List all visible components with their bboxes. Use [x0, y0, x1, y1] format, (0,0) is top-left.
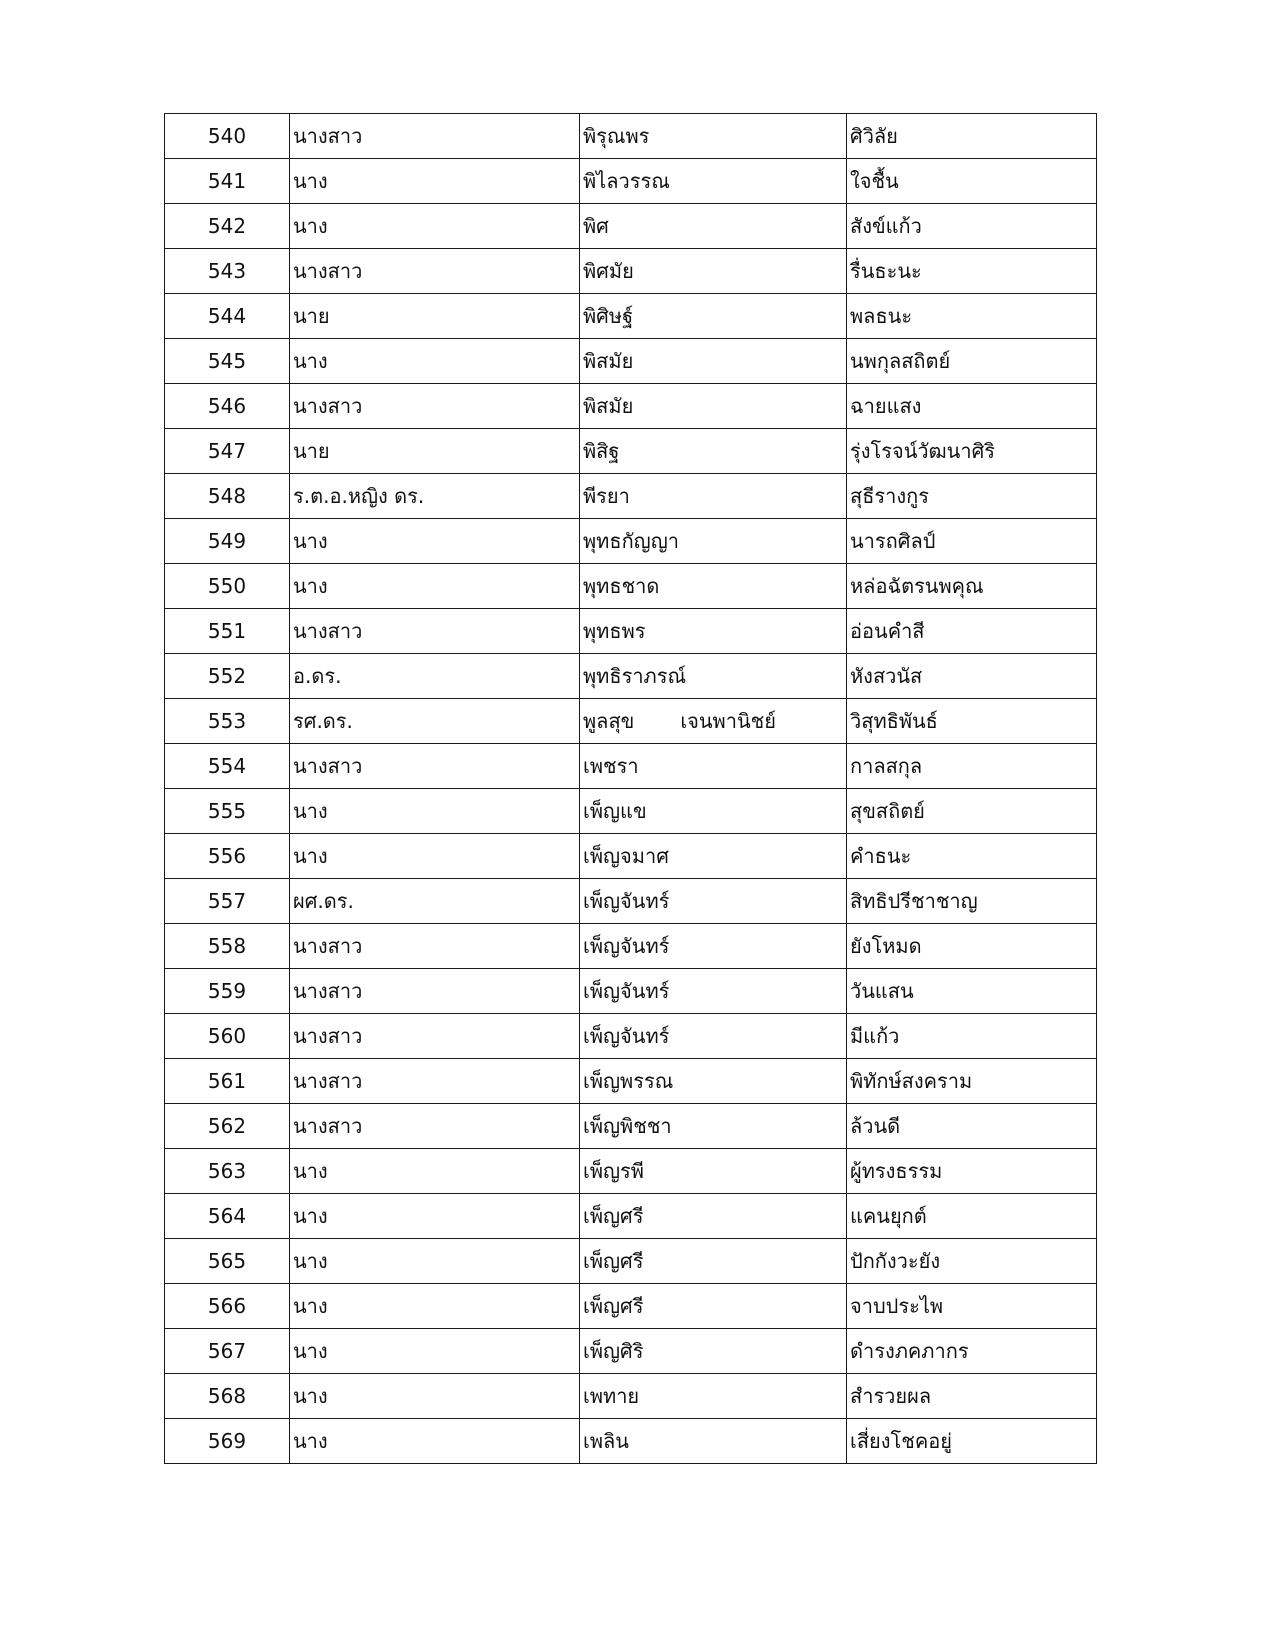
first-name-cell	[580, 789, 847, 834]
last-name: สุขสถิตย์	[847, 789, 1097, 834]
row-number: 557	[165, 879, 290, 924]
name-title: นางสาว	[290, 1014, 580, 1059]
table-row	[165, 1014, 1097, 1059]
name-title: นาง	[290, 159, 580, 204]
row-number: 566	[165, 1284, 290, 1329]
last-name: สำรวยผล	[847, 1374, 1097, 1419]
first-name: เพ็ญจมาศ	[583, 844, 669, 868]
first-name-cell	[580, 384, 847, 429]
first-name-cell	[580, 1104, 847, 1149]
first-name: พิสมัย	[583, 394, 634, 418]
first-name-cell	[580, 1374, 847, 1419]
name-list-table	[164, 113, 1097, 1464]
name-title: นาง	[290, 564, 580, 609]
first-name-cell	[580, 159, 847, 204]
last-name: รื่นธะนะ	[847, 249, 1097, 294]
last-name: มีแก้ว	[847, 1014, 1097, 1059]
first-name: เพทาย	[583, 1384, 640, 1408]
row-number: 549	[165, 519, 290, 564]
first-name-cell	[580, 834, 847, 879]
row-number: 541	[165, 159, 290, 204]
first-name-cell	[580, 1329, 847, 1374]
first-name: พีรยา	[583, 484, 630, 508]
last-name: กาลสกุล	[847, 744, 1097, 789]
name-title: นางสาว	[290, 114, 580, 159]
last-name: แคนยุกต์	[847, 1194, 1097, 1239]
table-row	[165, 1059, 1097, 1104]
name-title: นางสาว	[290, 1059, 580, 1104]
table-row	[165, 339, 1097, 384]
name-title: นาง	[290, 339, 580, 384]
first-name-extra: เจนพานิชย์	[680, 709, 776, 733]
row-number: 568	[165, 1374, 290, 1419]
first-name: พุทธพร	[583, 619, 646, 643]
first-name: พุทธชาด	[583, 574, 660, 598]
last-name: ฉายแสง	[847, 384, 1097, 429]
first-name: พิศมัย	[583, 259, 634, 283]
name-title: นางสาว	[290, 1104, 580, 1149]
table-row	[165, 294, 1097, 339]
first-name-cell	[580, 564, 847, 609]
first-name-cell	[580, 879, 847, 924]
table-row	[165, 474, 1097, 519]
table-row	[165, 609, 1097, 654]
first-name-cell	[580, 744, 847, 789]
first-name: เพ็ญศรี	[583, 1294, 644, 1318]
last-name: หล่อฉัตรนพคุณ	[847, 564, 1097, 609]
first-name: พิรุณพร	[583, 124, 650, 148]
first-name-cell	[580, 1014, 847, 1059]
name-title: นาง	[290, 834, 580, 879]
name-title: นาง	[290, 1149, 580, 1194]
last-name: ศิวิลัย	[847, 114, 1097, 159]
first-name: เพ็ญจันทร์	[583, 889, 670, 913]
name-title: นางสาว	[290, 249, 580, 294]
table-row	[165, 249, 1097, 294]
table-row	[165, 564, 1097, 609]
first-name-cell	[580, 699, 847, 744]
first-name: เพ็ญแข	[583, 799, 647, 823]
last-name: คำธนะ	[847, 834, 1097, 879]
first-name: พิสมัย	[583, 349, 634, 373]
name-title: นางสาว	[290, 924, 580, 969]
first-name-cell	[580, 924, 847, 969]
row-number: 567	[165, 1329, 290, 1374]
name-title: นาง	[290, 789, 580, 834]
last-name: ปักกังวะยัง	[847, 1239, 1097, 1284]
last-name: วันแสน	[847, 969, 1097, 1014]
name-title: นาง	[290, 1419, 580, 1464]
table-row	[165, 1329, 1097, 1374]
name-title: นาง	[290, 1284, 580, 1329]
last-name: ผู้ทรงธรรม	[847, 1149, 1097, 1194]
first-name-cell	[580, 519, 847, 564]
name-title: นาง	[290, 204, 580, 249]
name-title: นางสาว	[290, 969, 580, 1014]
row-number: 561	[165, 1059, 290, 1104]
first-name: เพชรา	[583, 754, 639, 778]
table-row	[165, 1149, 1097, 1194]
row-number: 540	[165, 114, 290, 159]
name-title: รศ.ดร.	[290, 699, 580, 744]
last-name: นารถศิลป์	[847, 519, 1097, 564]
first-name: พิศ	[583, 214, 609, 238]
table-row	[165, 1374, 1097, 1419]
first-name: พิสิฐ	[583, 439, 620, 463]
first-name-cell	[580, 609, 847, 654]
first-name: เพ็ญรพี	[583, 1159, 644, 1183]
first-name-cell	[580, 1284, 847, 1329]
name-list-body	[165, 114, 1097, 1464]
name-title: ร.ต.อ.หญิง ดร.	[290, 474, 580, 519]
row-number: 544	[165, 294, 290, 339]
first-name: เพ็ญศิริ	[583, 1339, 644, 1363]
last-name: ใจชื้น	[847, 159, 1097, 204]
first-name: เพ็ญพิชชา	[583, 1114, 672, 1138]
row-number: 554	[165, 744, 290, 789]
row-number: 558	[165, 924, 290, 969]
table-row	[165, 519, 1097, 564]
first-name: พูลสุข	[583, 709, 635, 733]
last-name: นพกุลสถิตย์	[847, 339, 1097, 384]
name-title: นางสาว	[290, 384, 580, 429]
first-name-cell	[580, 1419, 847, 1464]
first-name-cell	[580, 1239, 847, 1284]
name-title: นาง	[290, 1194, 580, 1239]
table-row	[165, 879, 1097, 924]
last-name: วิสุทธิพันธ์	[847, 699, 1097, 744]
last-name: หังสวนัส	[847, 654, 1097, 699]
first-name-cell	[580, 339, 847, 384]
last-name: พิทักษ์สงคราม	[847, 1059, 1097, 1104]
table-row	[165, 114, 1097, 159]
table-row	[165, 654, 1097, 699]
first-name: พิศิษฐ์	[583, 304, 634, 328]
table-row	[165, 1104, 1097, 1149]
first-name: เพ็ญจันทร์	[583, 934, 670, 958]
name-title: อ.ดร.	[290, 654, 580, 699]
first-name: พุทธิราภรณ์	[583, 664, 687, 688]
first-name-cell	[580, 654, 847, 699]
table-row	[165, 744, 1097, 789]
first-name: เพ็ญศรี	[583, 1249, 644, 1273]
row-number: 553	[165, 699, 290, 744]
row-number: 545	[165, 339, 290, 384]
last-name: รุ่งโรจน์วัฒนาศิริ	[847, 429, 1097, 474]
first-name-cell	[580, 474, 847, 519]
row-number: 551	[165, 609, 290, 654]
first-name-cell	[580, 249, 847, 294]
last-name: สังข์แก้ว	[847, 204, 1097, 249]
name-title: ผศ.ดร.	[290, 879, 580, 924]
row-number: 548	[165, 474, 290, 519]
row-number: 564	[165, 1194, 290, 1239]
first-name-cell	[580, 204, 847, 249]
name-title: นาย	[290, 294, 580, 339]
row-number: 569	[165, 1419, 290, 1464]
last-name: สิทธิปรีชาชาญ	[847, 879, 1097, 924]
row-number: 550	[165, 564, 290, 609]
table-row	[165, 1194, 1097, 1239]
table-row	[165, 1419, 1097, 1464]
last-name: จาบประไพ	[847, 1284, 1097, 1329]
table-row	[165, 1239, 1097, 1284]
last-name: ยังโหมด	[847, 924, 1097, 969]
table-row	[165, 384, 1097, 429]
row-number: 543	[165, 249, 290, 294]
name-title: นางสาว	[290, 744, 580, 789]
first-name: เพลิน	[583, 1429, 629, 1453]
row-number: 559	[165, 969, 290, 1014]
row-number: 565	[165, 1239, 290, 1284]
name-title: นาง	[290, 1374, 580, 1419]
table-row	[165, 699, 1097, 744]
name-title: นาง	[290, 1239, 580, 1284]
name-title: นาย	[290, 429, 580, 474]
first-name-cell	[580, 114, 847, 159]
name-title: นางสาว	[290, 609, 580, 654]
table-row	[165, 1284, 1097, 1329]
last-name: ดำรงภคภากร	[847, 1329, 1097, 1374]
row-number: 563	[165, 1149, 290, 1194]
row-number: 560	[165, 1014, 290, 1059]
table-row	[165, 969, 1097, 1014]
last-name: อ่อนคำสี	[847, 609, 1097, 654]
table-row	[165, 429, 1097, 474]
name-title: นาง	[290, 1329, 580, 1374]
first-name-cell	[580, 969, 847, 1014]
first-name-cell	[580, 294, 847, 339]
last-name: สุธีรางกูร	[847, 474, 1097, 519]
row-number: 547	[165, 429, 290, 474]
row-number: 552	[165, 654, 290, 699]
table-row	[165, 924, 1097, 969]
row-number: 542	[165, 204, 290, 249]
row-number: 546	[165, 384, 290, 429]
first-name: พิไลวรรณ	[583, 169, 670, 193]
first-name: พุทธกัญญา	[583, 529, 679, 553]
last-name: ล้วนดี	[847, 1104, 1097, 1149]
last-name: เสี่ยงโชคอยู่	[847, 1419, 1097, 1464]
first-name: เพ็ญจันทร์	[583, 1024, 670, 1048]
first-name-cell	[580, 429, 847, 474]
first-name: เพ็ญพรรณ	[583, 1069, 674, 1093]
row-number: 555	[165, 789, 290, 834]
name-title: นาง	[290, 519, 580, 564]
table-row	[165, 159, 1097, 204]
row-number: 556	[165, 834, 290, 879]
first-name-cell	[580, 1194, 847, 1239]
last-name: พลธนะ	[847, 294, 1097, 339]
table-row	[165, 834, 1097, 879]
first-name-cell	[580, 1059, 847, 1104]
table-row	[165, 789, 1097, 834]
first-name: เพ็ญจันทร์	[583, 979, 670, 1003]
table-row	[165, 204, 1097, 249]
first-name: เพ็ญศรี	[583, 1204, 644, 1228]
first-name-cell	[580, 1149, 847, 1194]
row-number: 562	[165, 1104, 290, 1149]
